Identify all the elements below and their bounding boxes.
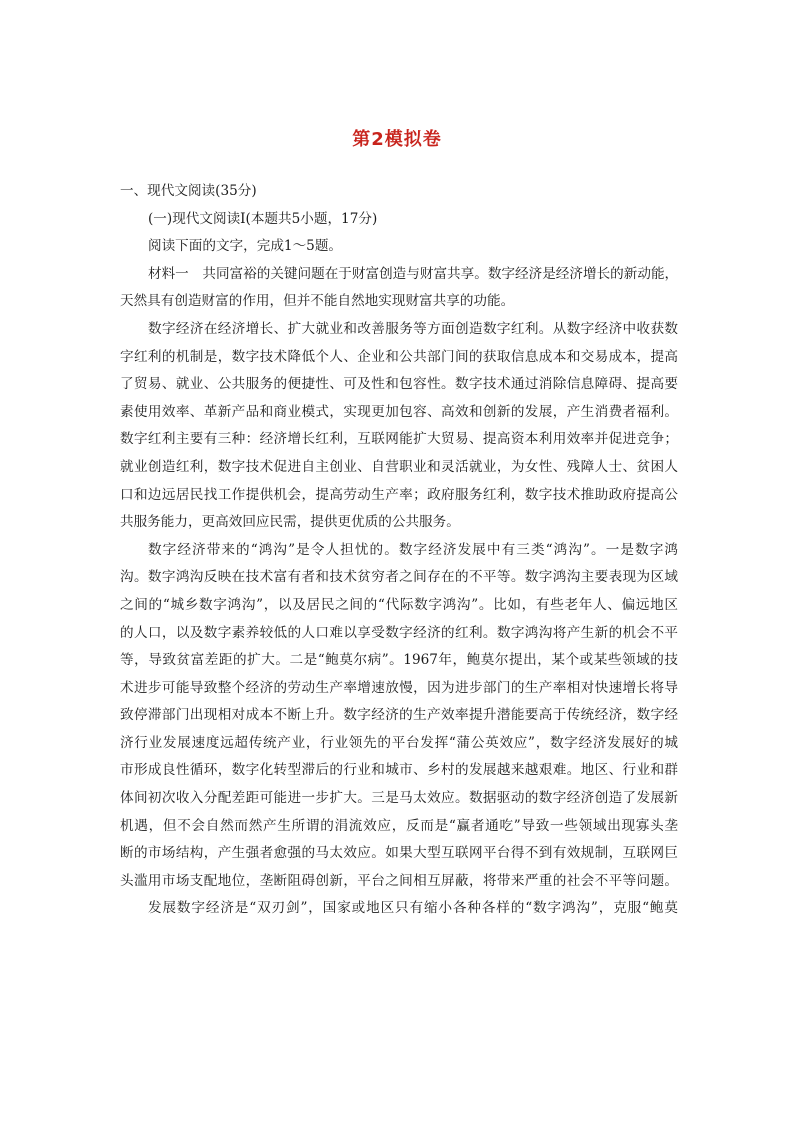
document-body xyxy=(120,178,678,923)
paragraph-line: 数字经济带来的“鸿沟”是令人担忧的。数字经济发展中有三类“鸿沟”。一是数字鸿 xyxy=(148,541,678,558)
paragraph-line: 的人口，以及数字素养较低的人口难以享受数字经济的红利。数字鸿沟将产生新的机会不平 xyxy=(120,624,678,641)
paragraph-line: 口和边远居民找工作提供机会，提高劳动生产率；政府服务红利，数字技术推助政府提高公 xyxy=(120,486,678,503)
paragraph-line: 市形成良性循环，数字化转型滞后的行业和城市、乡村的发展越来越艰难。地区、行业和群 xyxy=(120,762,678,779)
paragraph-line: 就业创造红利，数字技术促进自主创业、自营职业和灵活就业，为女性、残障人士、贫困人 xyxy=(120,458,678,475)
paragraph-line: 发展数字经济是“双刃剑”，国家或地区只有缩小各种各样的“数字鸿沟”，克服“鲍莫 xyxy=(148,900,678,917)
paragraph-line: 天然具有创造财富的作用，但并不能自然地实现财富共享的功能。 xyxy=(120,293,515,310)
paragraph-line: 断的市场结构，产生强者愈强的马太效应。如果大型互联网平台得不到有效规制，互联网巨 xyxy=(120,845,678,862)
paragraph-line: 体间初次收入分配差距可能进一步扩大。三是马太效应。数据驱动的数字经济创造了发展新 xyxy=(120,790,678,807)
paragraph-3 xyxy=(120,537,678,896)
paragraph-line: 素使用效率、革新产品和商业模式，实现更加包容、高效和创新的发展，产生消费者福利。 xyxy=(120,403,678,420)
paragraph-line: 术进步可能导致整个经济的劳动生产率增速放慢，因为进步部门的生产率相对快速增长将导 xyxy=(120,679,678,696)
paragraph-line: 了贸易、就业、公共服务的便捷性、可及性和包容性。数字技术通过消除信息障碍、提高要 xyxy=(120,376,678,393)
paragraph-2 xyxy=(120,316,678,537)
paragraph-line: 数字红利主要有三种：经济增长红利，互联网能扩大贸易、提高资本利用效率并促进竞争； xyxy=(120,431,678,448)
paragraph-line: 沟。数字鸿沟反映在技术富有者和技术贫穷者之间存在的不平等。数字鸿沟主要表现为区域 xyxy=(120,569,678,586)
section-heading: 一、现代文阅读(35分) xyxy=(120,183,257,199)
paragraph-line: 字红利的机制是，数字技术降低个人、企业和公共部门间的获取信息成本和交易成本，提高 xyxy=(120,348,678,365)
paragraph-line: 共服务能力，更高效回应民需，提供更优质的公共服务。 xyxy=(120,514,460,531)
paragraph-line: 济行业发展速度远超传统产业，行业领先的平台发挥“蒲公英效应”，数字经济发展好的城 xyxy=(120,734,678,751)
paragraph-line: 材料一 共同富裕的关键问题在于财富创造与财富共享。数字经济是经济增长的新动能， xyxy=(148,265,678,282)
paragraph-line: 数字经济在经济增长、扩大就业和改善服务等方面创造数字红利。从数字经济中收获数 xyxy=(148,320,678,337)
paragraph-4 xyxy=(120,895,678,923)
paragraph-line: 机遇，但不会自然而然产生所谓的涓流效应，反而是“赢者通吃”导致一些领域出现寡头垄 xyxy=(120,817,678,834)
paragraph-line: 致停滞部门出现相对成本不断上升。数字经济的生产效率提升潜能要高于传统经济，数字经 xyxy=(120,707,678,724)
paragraph-1 xyxy=(120,261,678,316)
paragraph-line: 等，导致贫富差距的扩大。二是“鲍莫尔病”。1967年，鲍莫尔提出，某个或某些领域的技 xyxy=(120,652,678,669)
subsection-heading: (一)现代文阅读Ⅰ(本题共5小题，17分) xyxy=(148,210,378,227)
paragraph-line: 头滥用市场支配地位，垄断阻碍创新，平台之间相互屏蔽，将带来严重的社会不平等问题。 xyxy=(120,872,678,889)
paragraph-line: 之间的“城乡数字鸿沟”，以及居民之间的“代际数字鸿沟”。比如，有些老年人、偏远地区 xyxy=(120,596,678,613)
page-title: 第2模拟卷 xyxy=(352,129,442,150)
reading-instruction: 阅读下面的文字，完成1～5题。 xyxy=(148,238,343,255)
